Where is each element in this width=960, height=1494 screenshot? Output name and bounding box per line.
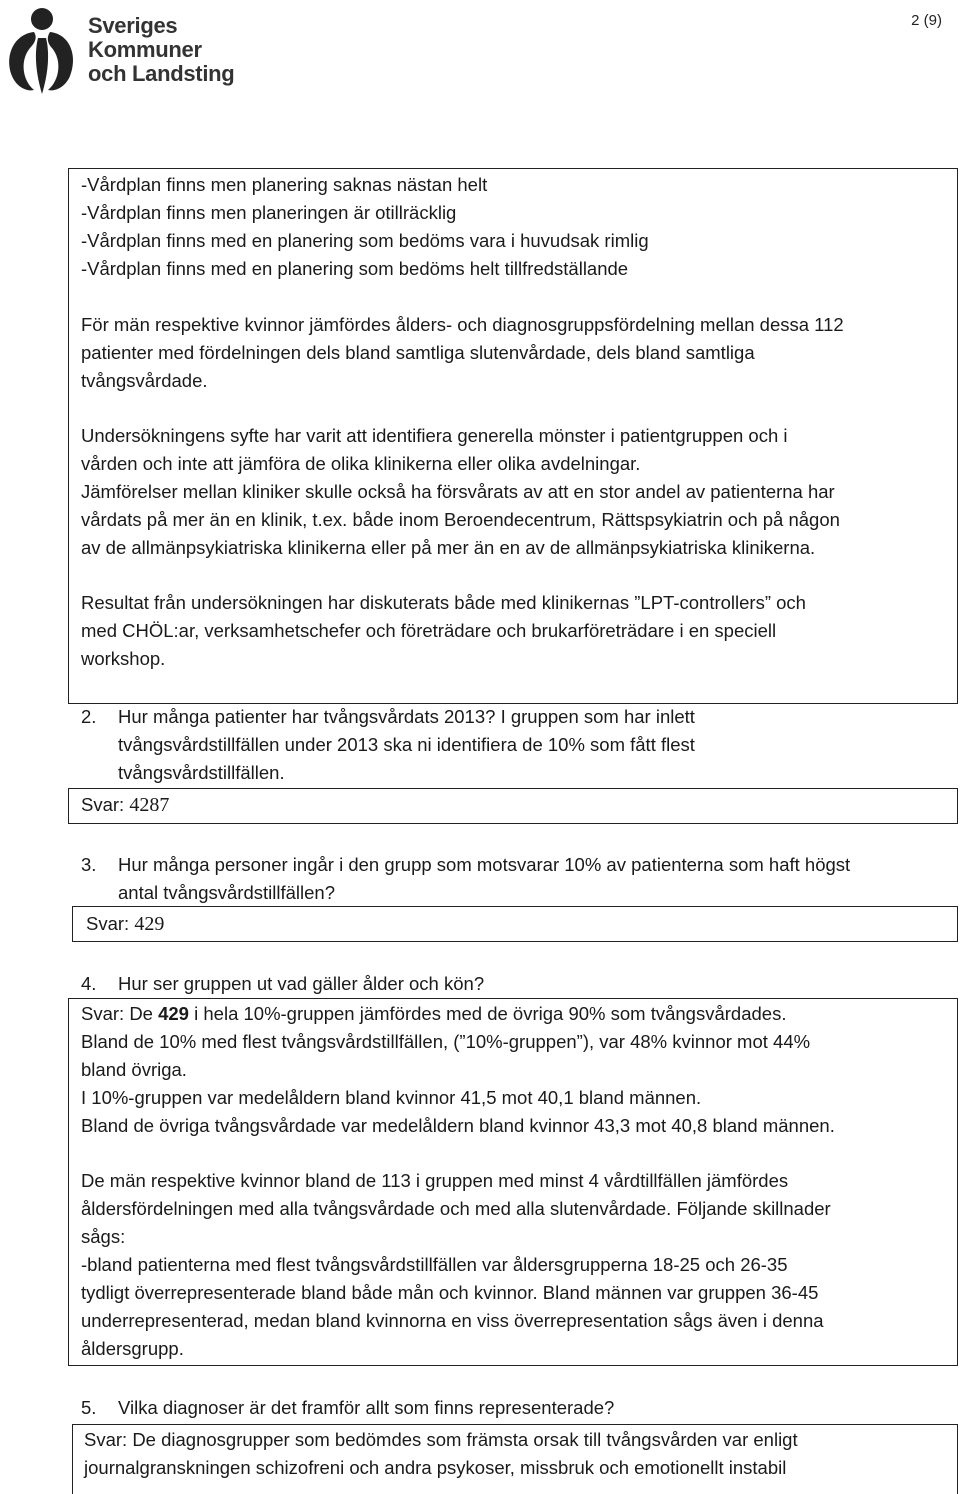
answer-line: De män respektive kvinnor bland de 113 i gruppen med minst 4 vårdtillfällen jämfördes — [81, 1170, 789, 1191]
paragraph-line: workshop. — [81, 648, 166, 669]
list-item: -Vårdplan finns med en planering som bedöms vara i huvudsak rimlig — [81, 230, 649, 251]
answer-prefix: Svar: De — [81, 1003, 153, 1024]
vardplan-list — [81, 171, 649, 283]
answer-3 — [86, 910, 164, 938]
question-2-number: 2. — [81, 706, 97, 727]
question-line: Hur många patienter har tvångsvårdats 2013? I gruppen som har inlett — [118, 706, 695, 727]
answer-line: Bland de övriga tvångsvårdade var medelåldern bland kvinnor 43,3 mot 40,8 bland männen. — [81, 1115, 835, 1136]
paragraph-line: av de allmänpsykiatriska klinikerna eller på mer än en av de allmänpsykiatriska klinikerna. — [81, 537, 816, 558]
list-item: -Vårdplan finns men planeringen är otillräcklig — [81, 202, 457, 223]
paragraph-line: Jämförelser mellan kliniker skulle också ha försvårats av att en stor andel av patienterna har — [81, 481, 835, 502]
answer-line — [81, 1000, 835, 1028]
answer-line: -bland patienterna med flest tvångsvårdstillfällen var åldersgrupperna 18-25 och 26-35 — [81, 1254, 788, 1275]
answer-line: åldersgrupp. — [81, 1338, 184, 1359]
paragraph-line: patienter med fördelningen dels bland samtliga slutenvårdade, dels bland samtliga — [81, 342, 755, 363]
org-line-2: Kommuner — [88, 37, 202, 62]
paragraph-results — [81, 589, 806, 673]
answer-4-age-distribution — [81, 1167, 831, 1363]
list-item: -Vårdplan finns men planering saknas nästan helt — [81, 174, 488, 195]
question-line: tvångsvårdstillfällen. — [118, 762, 285, 783]
answer-count: 429 — [158, 1003, 189, 1024]
paragraph-line: Resultat från undersökningen har diskuterats både med klinikernas ”LPT-controllers” och — [81, 592, 806, 613]
answer-suffix: i hela 10%-gruppen jämfördes med de övriga 90% som tvångsvårdades. — [194, 1003, 787, 1024]
org-line-3: och Landsting — [88, 61, 235, 86]
paragraph-comparison — [81, 311, 844, 395]
question-line: tvångsvårdstillfällen under 2013 ska ni identifiera de 10% som fått flest — [118, 734, 695, 755]
answer-label: Svar: — [81, 794, 125, 815]
question-5-number: 5. — [81, 1397, 97, 1418]
answer-line: I 10%-gruppen var medelåldern bland kvinnor 41,5 mot 40,1 bland männen. — [81, 1087, 702, 1108]
skl-logo — [4, 4, 244, 96]
answer-line: tydligt överrepresenterade bland både mån och kvinnor. Bland männen var gruppen 36-45 — [81, 1282, 819, 1303]
question-line: antal tvångsvårdstillfällen? — [118, 882, 335, 903]
answer-line: underrepresenterad, medan bland kvinnorna en viss överrepresentation sågs även i denna — [81, 1310, 824, 1331]
question-4-text: Hur ser gruppen ut vad gäller ålder och kön? — [118, 973, 485, 994]
page-number: 2 (9) — [911, 12, 942, 29]
question-5-text: Vilka diagnoser är det framför allt som finns representerade? — [118, 1397, 615, 1418]
paragraph-line: Undersökningens syfte har varit att identifiera generella mönster i patientgruppen och i — [81, 425, 788, 446]
answer-line: sågs: — [81, 1226, 126, 1247]
list-item: -Vårdplan finns med en planering som bedöms helt tillfredställande — [81, 258, 629, 279]
answer-label: Svar: — [86, 913, 130, 934]
answer-box-3 — [72, 906, 958, 942]
paragraph-line: vårdats på mer än en klinik, t.ex. både inom Beroendecentrum, Rättspsykiatrin och på någon — [81, 509, 840, 530]
answer-5 — [84, 1426, 798, 1482]
question-line: Hur många personer ingår i den grupp som motsvarar 10% av patienterna som haft högst — [118, 854, 851, 875]
question-3-number: 3. — [81, 854, 97, 875]
answer-line: Bland de 10% med flest tvångsvårdstillfällen, (”10%-gruppen”), var 48% kvinnor mot 44% — [81, 1031, 811, 1052]
answer-4 — [81, 1000, 835, 1140]
answer-line: åldersfördelningen med alla tvångsvårdade och med alla slutenvårdade. Följande skillnader — [81, 1198, 831, 1219]
paragraph-line: med CHÖL:ar, verksamhetschefer och företrädare och brukarföreträdare i en speciell — [81, 620, 777, 641]
paragraph-line: vården och inte att jämföra de olika klinikerna eller olika avdelningar. — [81, 453, 641, 474]
paragraph-line: För män respektive kvinnor jämfördes ålders- och diagnosgruppsfördelning mellan dessa 112 — [81, 314, 844, 335]
skl-emblem-icon — [4, 4, 84, 96]
paragraph-line: tvångsvårdade. — [81, 370, 208, 391]
question-3-text — [118, 851, 850, 907]
answer-line: journalgranskningen schizofreni och andra psykoser, missbruk och emotionellt instabil — [84, 1457, 787, 1478]
answer-box-2 — [68, 788, 958, 824]
question-2-text — [118, 703, 695, 787]
answer-line: Svar: De diagnosgrupper som bedömdes som främsta orsak till tvångsvården var enligt — [84, 1429, 798, 1450]
answer-value: 4287 — [129, 794, 170, 816]
question-4-number: 4. — [81, 973, 97, 994]
org-line-1: Sveriges — [88, 13, 178, 38]
paragraph-purpose — [81, 422, 840, 562]
answer-value: 429 — [134, 913, 165, 935]
answer-line: bland övriga. — [81, 1059, 187, 1080]
org-name — [88, 14, 234, 86]
answer-2 — [81, 791, 169, 819]
